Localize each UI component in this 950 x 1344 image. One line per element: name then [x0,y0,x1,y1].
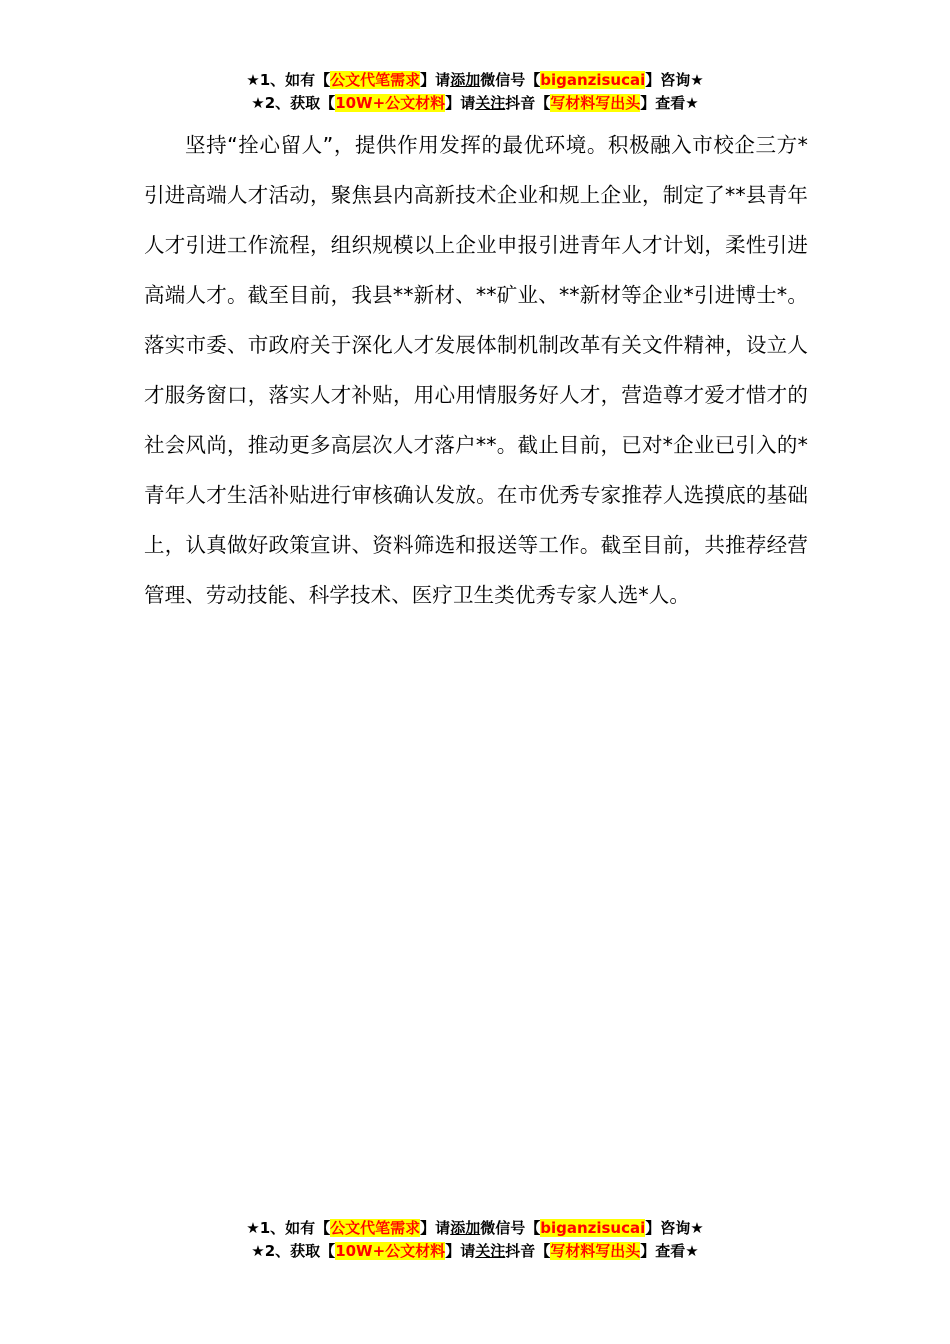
banner-text: ★1、如有【 [246,1219,331,1237]
banner-text: 抖音【 [505,1242,551,1260]
banner-text: 微信号【 [480,1219,541,1237]
highlight-materials: 10W+公文材料 [335,94,446,112]
emphasis-follow: 关注 [475,1242,506,1260]
banner-text: 】查看★ [640,1242,699,1260]
highlight-service: 公文代笔需求 [330,71,421,89]
banner-text: 】请 [445,1242,476,1260]
header-banner [0,69,950,115]
banner-text: 抖音【 [505,94,551,112]
banner-text: ★2、获取【 [251,1242,336,1260]
footer-banner [0,1217,950,1263]
highlight-douyin-account: 写材料写出头 [550,1242,641,1260]
banner-text: 】咨询★ [645,1219,704,1237]
banner-text: ★2、获取【 [251,94,336,112]
banner-line-2 [0,1240,950,1263]
banner-text: 】请 [420,71,451,89]
emphasis-follow: 关注 [475,94,506,112]
body-paragraph: 坚持“拴心留人”，提供作用发挥的最优环境。积极融入市校企三方*引进高端人才活动，聚焦县内高新技术企业和规上企业，制定了**县青年人才引进工作流程，组织规模以上企业申报引进青年人才计划，柔性引进高端人才。截至目前，我县**新材、**矿业、**新材等企业*引进博士*。落实市委、市政府关于深化人才发展体制机制改革有关文件精神，设立人才服务窗口，落实人才补贴，用心用情服务好人才，营造尊才爱才惜才的社会风尚，推动更多高层次人才落户**。截止目前，已对*企业已引入的*青年人才生活补贴进行审核确认发放。在市优秀专家推荐人选摸底的基础上，认真做好政策宣讲、资料筛选和报送等工作。截至目前，共推荐经营管理、劳动技能、科学技术、医疗卫生类优秀专家人选*人。 [144,133,808,607]
highlight-wechat-id: biganzisucai [540,1219,646,1237]
banner-text: 】咨询★ [645,71,704,89]
emphasis-add: 添加 [450,1219,481,1237]
banner-text: 微信号【 [480,71,541,89]
highlight-douyin-account: 写材料写出头 [550,94,641,112]
banner-text: 】查看★ [640,94,699,112]
banner-text: ★1、如有【 [246,71,331,89]
emphasis-add: 添加 [450,71,481,89]
banner-line-2 [0,92,950,115]
highlight-wechat-id: biganzisucai [540,71,646,89]
highlight-materials: 10W+公文材料 [335,1242,446,1260]
banner-text: 】请 [445,94,476,112]
banner-text: 】请 [420,1219,451,1237]
banner-line-1 [0,1217,950,1240]
banner-line-1 [0,69,950,92]
highlight-service: 公文代笔需求 [330,1219,421,1237]
